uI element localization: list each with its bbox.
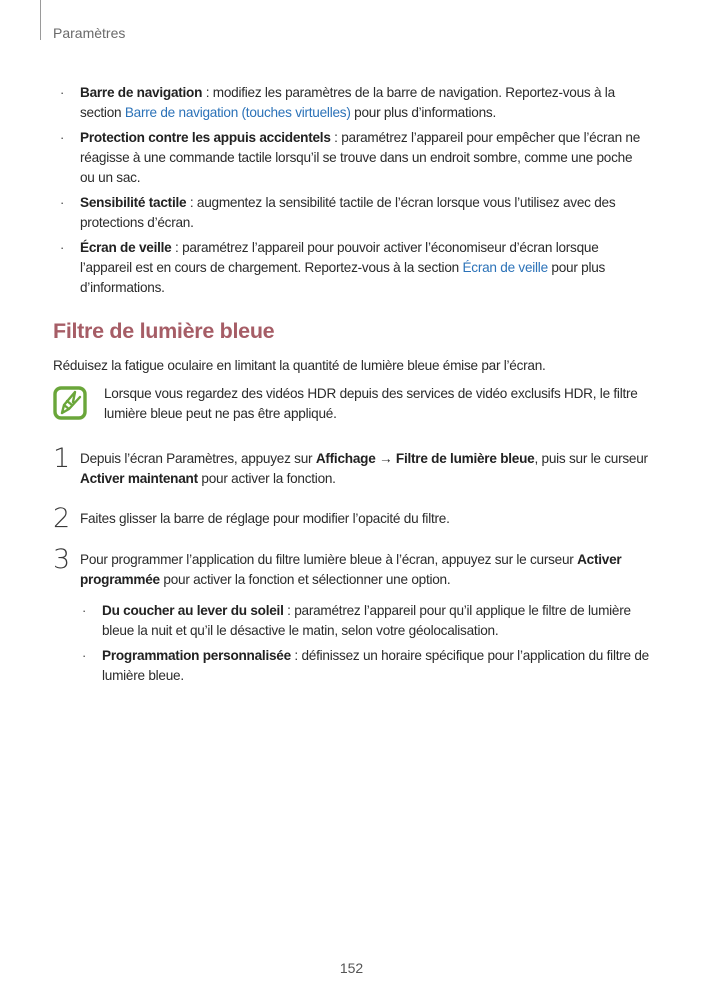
bullet-term: Barre de navigation [80, 85, 203, 100]
separator: : [202, 85, 213, 100]
step-text-part: pour activer la fonction et sélectionner une option. [159, 572, 451, 587]
step-text-part: pour activer la fonction. [197, 471, 336, 486]
link-barre-navigation[interactable]: Barre de navigation (touches virtuelles) [124, 105, 351, 120]
option-activer-maintenant: Activer maintenant [80, 471, 198, 486]
separator: : [283, 603, 295, 618]
section-intro: Réduisez la fatigue oculaire en limitant la quantité de lumière bleue émise par l’écran. [53, 358, 546, 373]
bullet-sensibilite-tactile [60, 193, 650, 233]
section-title: Filtre de lumière bleue [53, 319, 275, 343]
option-activer-programmee: Activer programmée [80, 552, 622, 587]
step-text-part: Depuis l’écran Paramètres, appuyez sur [80, 451, 316, 466]
step-text [80, 509, 650, 529]
bullet-term: Protection contre les appuis accidentels [80, 130, 331, 145]
arrow-separator: → [375, 451, 396, 466]
schedule-options-list [82, 601, 652, 691]
link-ecran-veille[interactable]: Écran de veille [462, 260, 548, 275]
step-text [80, 550, 650, 590]
page-number: 152 [339, 960, 364, 976]
header-rule [40, 0, 41, 40]
separator: : [330, 130, 342, 145]
bullet-text: paramétrez l’appareil pour empêcher que l’écran ne réagisse à une commande tactile lorsqu’il se trouve dans un endroit sombre, comme une poche ou un sac. [80, 130, 641, 185]
bullet-text-after: pour plus d’informations. [80, 260, 606, 295]
bullet-text-after: pour plus d’informations. [350, 105, 496, 120]
bullet-text: paramétrez l’appareil pour pouvoir activer l’économiseur d’écran lorsque l’appareil est en cours de chargement. Reportez-vous à la section [80, 240, 599, 275]
step-number: 2 [53, 503, 71, 534]
bullet-dot: · [60, 130, 65, 145]
note-text: Lorsque vous regardez des vidéos HDR depuis des services de vidéo exclusifs HDR, le filtre lumière bleue peut ne pas être appliqué. [104, 386, 638, 421]
bullet-dot: · [60, 240, 65, 255]
bullet-text: paramétrez l’appareil pour qu’il applique le filtre de lumière bleue la nuit et qu’il le désactive le matin, selon votre géolocalisation. [102, 603, 631, 638]
menu-filtre-lumiere-bleue: Filtre de lumière bleue [395, 451, 535, 466]
step-text [80, 449, 650, 489]
bullet-text: augmentez la sensibilité tactile de l’écran lorsque vous l’utilisez avec des protections d’écran. [80, 195, 616, 230]
sub-bullet-programmation-personnalisee [82, 646, 652, 686]
step-text-part: Pour programmer l’application du filtre lumière bleue à l’écran, appuyez sur le curseur [80, 552, 578, 567]
sub-bullet-coucher-lever [82, 601, 652, 641]
separator: : [290, 648, 302, 663]
bullet-dot: · [82, 603, 87, 618]
menu-affichage: Affichage [315, 451, 376, 466]
bullet-text: définissez un horaire spécifique pour l’application du filtre de lumière bleue. [102, 648, 649, 683]
step-text-part: Faites glisser la barre de réglage pour modifier l’opacité du filtre. [80, 511, 450, 526]
bullet-term: Programmation personnalisée [102, 648, 291, 663]
separator: : [171, 240, 183, 255]
step-number: 1 [53, 443, 71, 474]
bullet-protection-appuis [60, 128, 650, 188]
separator: : [186, 195, 197, 210]
step-text-part: , puis sur le curseur [534, 451, 648, 466]
note-pencil-icon [53, 386, 87, 420]
bullet-ecran-veille [60, 238, 650, 298]
bullet-dot: · [82, 648, 87, 663]
bullet-dot: · [60, 195, 65, 210]
page-header-title: Paramètres [53, 25, 126, 41]
bullet-dot: · [60, 85, 65, 100]
bullet-text: modifiez les paramètres de la barre de navigation. Reportez-vous à la section [80, 85, 615, 120]
bullet-barre-navigation [60, 83, 650, 123]
step-number: 3 [53, 544, 71, 575]
bullet-term: Écran de veille [80, 240, 172, 255]
bullet-term: Sensibilité tactile [80, 195, 187, 210]
settings-bullet-list [60, 83, 650, 303]
bullet-term: Du coucher au lever du soleil [102, 603, 284, 618]
